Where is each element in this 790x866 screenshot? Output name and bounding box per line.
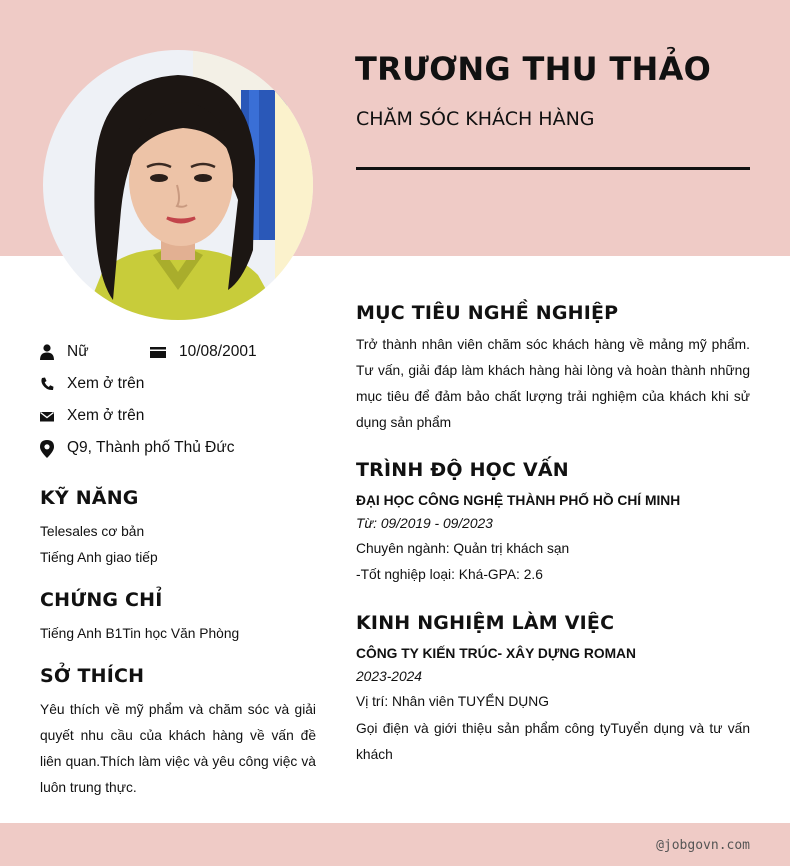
gender-value: Nữ	[67, 343, 89, 360]
experience-position: Vị trí: Nhân viên TUYỂN DỤNG	[356, 694, 549, 709]
contact-email	[40, 407, 144, 425]
experience-description: Gọi điện và giới thiệu sản phẩm công tyTuyển dụng và tư vấn khách	[356, 721, 750, 762]
contact-dob	[150, 343, 257, 361]
objective-text: Trở thành nhân viên chăm sóc khách hàng về mảng mỹ phẩm. Tư vấn, giải đáp làm khách hàng hài lòng và hoàn thành những mục tiêu để đảm bảo chất lượng trải nghiệm của khách khi sử dụng sản phẩm	[356, 337, 750, 430]
experience-company: CÔNG TY KIẾN TRÚC- XÂY DỰNG ROMAN	[356, 646, 636, 661]
contact-address	[40, 439, 235, 457]
skills-heading: KỸ NĂNG	[40, 487, 139, 509]
certificates-heading: CHỨNG CHỈ	[40, 589, 163, 611]
email-value: Xem ở trên	[67, 407, 145, 424]
experience-period: 2023-2024	[356, 669, 422, 684]
job-title: CHĂM SÓC KHÁCH HÀNG	[356, 108, 595, 130]
phone-icon	[40, 376, 54, 392]
objective-heading: MỤC TIÊU NGHỀ NGHIỆP	[356, 302, 619, 324]
experience-heading: KINH NGHIỆM LÀM VIỆC	[356, 612, 615, 634]
person-icon	[40, 344, 54, 360]
title-divider	[356, 167, 750, 170]
dob-value: 10/08/2001	[179, 343, 257, 360]
phone-value: Xem ở trên	[67, 375, 145, 392]
footer-watermark: @jobgovn.com	[656, 838, 750, 853]
education-period: Từ: 09/2019 - 09/2023	[356, 516, 493, 531]
calendar-icon	[150, 344, 166, 360]
education-grade: -Tốt nghiệp loại: Khá-GPA: 2.6	[356, 567, 543, 582]
education-school: ĐẠI HỌC CÔNG NGHỆ THÀNH PHỐ HỒ CHÍ MINH	[356, 493, 681, 508]
contact-gender	[40, 343, 89, 361]
location-pin-icon	[40, 440, 54, 456]
hobbies-heading: SỞ THÍCH	[40, 665, 145, 687]
hobbies-text: Yêu thích về mỹ phẩm và chăm sóc và giải quyết nhu cầu của khách hàng về vấn đề liên quan.Thích làm việc và yêu công việc và luôn trung thực.	[40, 702, 316, 795]
address-value: Q9, Thành phố Thủ Đức	[67, 439, 235, 456]
skill-item: Tiếng Anh giao tiếp	[40, 550, 158, 565]
skill-item: Telesales cơ bản	[40, 524, 145, 539]
candidate-name: TRƯƠNG THU THẢO	[355, 50, 712, 88]
certificates-text: Tiếng Anh B1Tin học Văn Phòng	[40, 626, 240, 641]
envelope-icon	[40, 408, 54, 424]
education-heading: TRÌNH ĐỘ HỌC VẤN	[356, 459, 569, 481]
education-major: Chuyên ngành: Quản trị khách sạn	[356, 541, 570, 556]
contact-phone	[40, 375, 144, 393]
profile-photo	[43, 50, 313, 320]
